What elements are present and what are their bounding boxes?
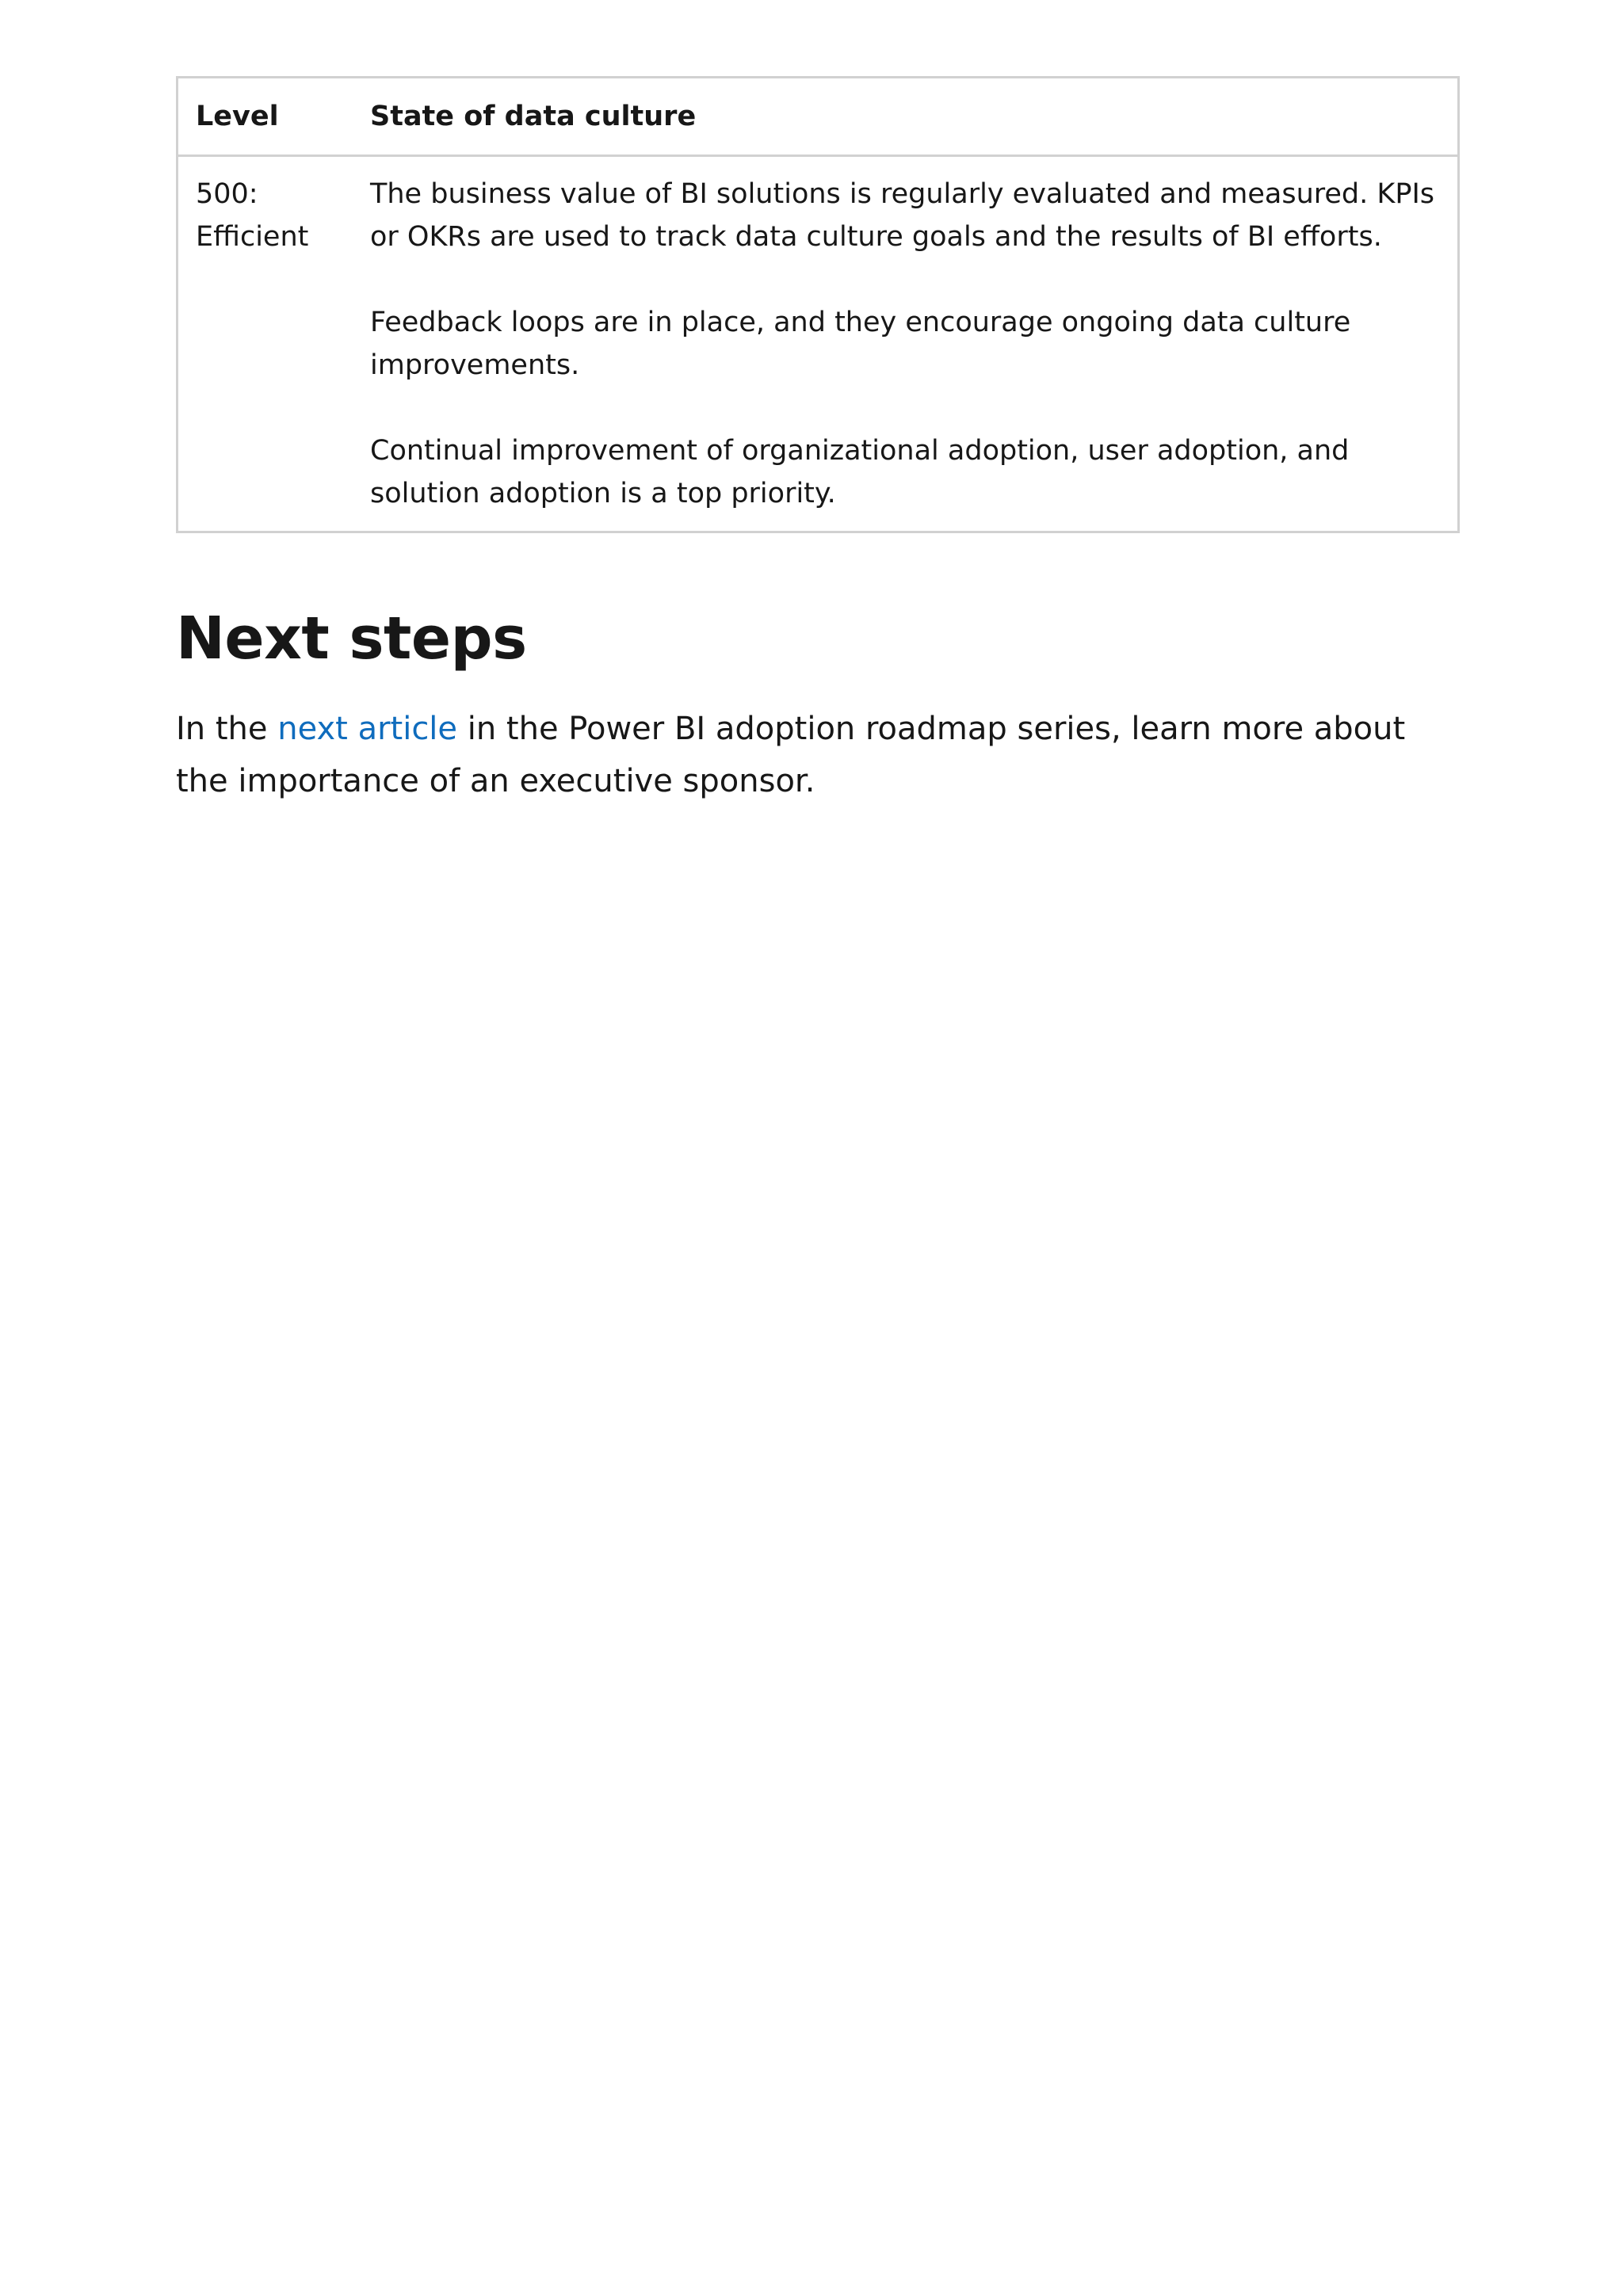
table-header-row <box>178 78 1459 156</box>
next-steps-heading: Next steps <box>176 605 527 673</box>
column-header-level: Level <box>178 78 353 156</box>
table-row <box>178 156 1459 532</box>
state-paragraph: Feedback loops are in place, and they encourage ongoing data culture improvements. <box>370 307 1351 381</box>
maturity-level-table <box>176 76 1460 533</box>
state-paragraph: Continual improvement of organizational adoption, user adoption, and solution adoption is a top priority. <box>370 435 1350 509</box>
state-paragraph: The business value of BI solutions is regularly evaluated and measured. KPIs or OKRs are used to track data culture goals and the results of BI efforts. <box>370 178 1435 253</box>
state-cell <box>353 156 1459 532</box>
paragraph-text-start: In the <box>176 711 278 747</box>
next-article-link[interactable]: next article <box>277 711 458 747</box>
level-number: 500: <box>196 178 258 210</box>
article-content <box>176 76 1460 807</box>
level-name: Efficient <box>196 221 309 253</box>
paragraph-text-end: in the Power BI adoption roadmap series, learn more about the importance of an executive sponsor. <box>176 711 1406 799</box>
column-header-state: State of data culture <box>353 78 1459 156</box>
next-steps-paragraph <box>176 703 1460 807</box>
level-cell <box>178 156 353 532</box>
